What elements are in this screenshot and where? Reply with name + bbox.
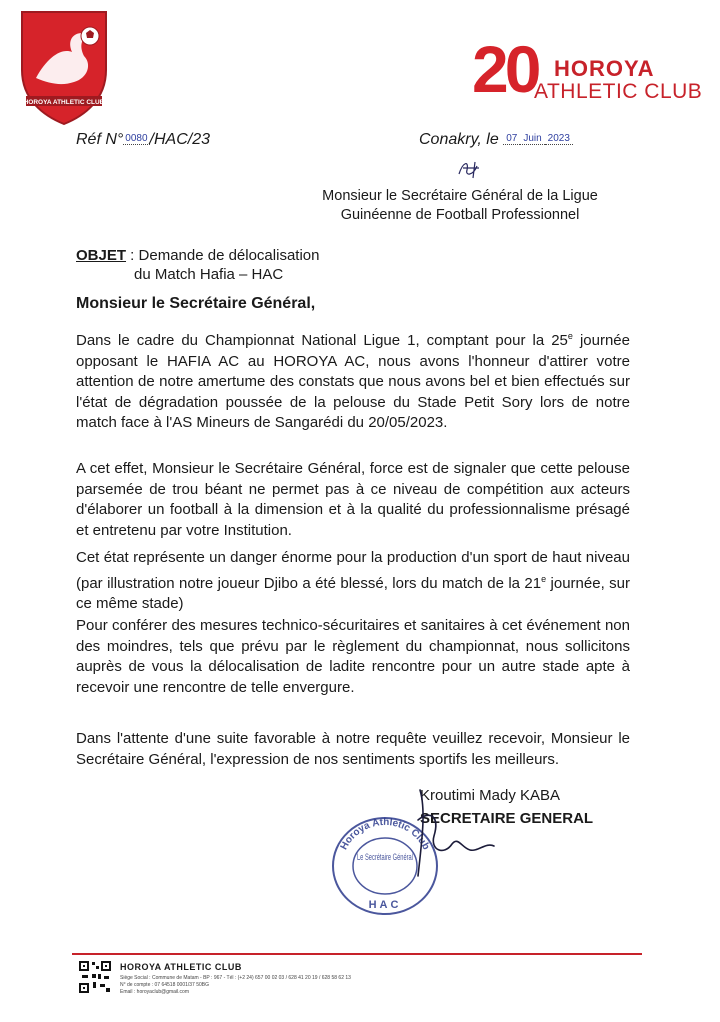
footer-email: Email : horoyaclub@gmail.com [120, 989, 189, 995]
brand-logo [472, 32, 712, 110]
date-year: 2023 [545, 133, 573, 145]
brand-name: HOROYA [554, 56, 655, 81]
footer-contact-block [120, 975, 351, 996]
brand-subtitle: ATHLETIC CLUB [534, 80, 703, 103]
handwritten-initials [455, 158, 485, 180]
subject-block [76, 246, 319, 284]
club-crest-logo [14, 8, 114, 126]
subject-line-1: : Demande de délocalisation [126, 247, 320, 264]
brand-anniversary-number: 20 [472, 32, 538, 106]
crest-text: HOROYA ATHLETIC CLUB [23, 99, 105, 106]
recipient-line-1: Monsieur le Secrétaire Général de la Ligue [322, 188, 598, 204]
handwritten-signature [400, 780, 510, 890]
stamp-ring-text: Horoya Athletic Club [338, 816, 432, 852]
footer-address: Siège Social : Commune de Matam - BP : 967 - Tél : (+2 24) 657 00 02 03 / 628 41 20 19 / 628 58 62 13 [120, 975, 351, 981]
stamp-center-text: Le Secrétaire Général [357, 852, 413, 862]
date-line [419, 131, 573, 149]
body-paragraph-2: A cet effet, Monsieur le Secrétaire Général, force est de signaler que cette pelouse parsemée de trou béant ne permet pas à ce niveau de compétition aux acteurs d'élaborer un football à la dimension et à la qualité du professionnalisme présagé et entretenu par votre Institution. [76, 460, 630, 539]
reference-line [76, 131, 210, 149]
body-paragraph-1: Dans le cadre du Championnat National Ligue 1, comptant pour la 25e journée opposant le HAFIA AC au HOROYA AC, nous avons l'honneur d'attirer votre attention de notre amertume des constats que nous avons bel et bien effectués sur l'état de dégradation poussée de la pelouse du Stade Petit Sory lors de notre match face à l'AS Mineurs de Sangarédi du 20/05/2023. [76, 331, 630, 431]
footer-divider [72, 953, 642, 955]
subject-line-2: du Match Hafia – HAC [134, 266, 284, 283]
salutation: Monsieur le Secrétaire Général, [76, 295, 316, 312]
body-paragraph-4: Pour conférer des mesures technico-sécuritaires et sanitaires à cet événement non des moindres, tels que prévu par le règlement du championnat, nous sollicitons auprès de vous la délocalisation de ladite rencontre pour un autre stade apte à recevoir une rencontre de telle envergure. [76, 617, 630, 696]
date-day: 07 [503, 133, 520, 145]
date-month: Juin [520, 133, 544, 145]
body-paragraph-3: Cet état représente un danger énorme pour la production d'un sport de haut niveau (par illustration notre joueur Djibo a été blessé, lors du match de la 21e journée, sur ce même stade) [76, 549, 630, 612]
qr-code-icon [78, 960, 112, 994]
subject-label: OBJET [76, 247, 127, 264]
signer-name: Kroutimi Mady KABA [420, 787, 561, 804]
recipient-block [310, 187, 610, 225]
body-paragraph-5: Dans l'attente d'une suite favorable à notre requête veuillez recevoir, Monsieur le Secrétaire Général, l'expression de nos sentiments sportifs les meilleurs. [76, 730, 630, 768]
reference-suffix: /HAC/23 [149, 131, 211, 148]
reference-number: 0080 [125, 133, 148, 144]
stamp-bottom-text: HAC [368, 899, 402, 911]
reference-prefix: Réf N° [76, 131, 124, 148]
footer-account: N° de compte : 07 64518 0001/37 50BG [120, 982, 210, 988]
recipient-line-2: Guinéenne de Football Professionnel [340, 207, 580, 223]
footer-club-name: HOROYA ATHLETIC CLUB [120, 962, 242, 972]
date-prefix: Conakry, le [419, 131, 499, 148]
signer-title: SECRETAIRE GENERAL [420, 810, 594, 827]
